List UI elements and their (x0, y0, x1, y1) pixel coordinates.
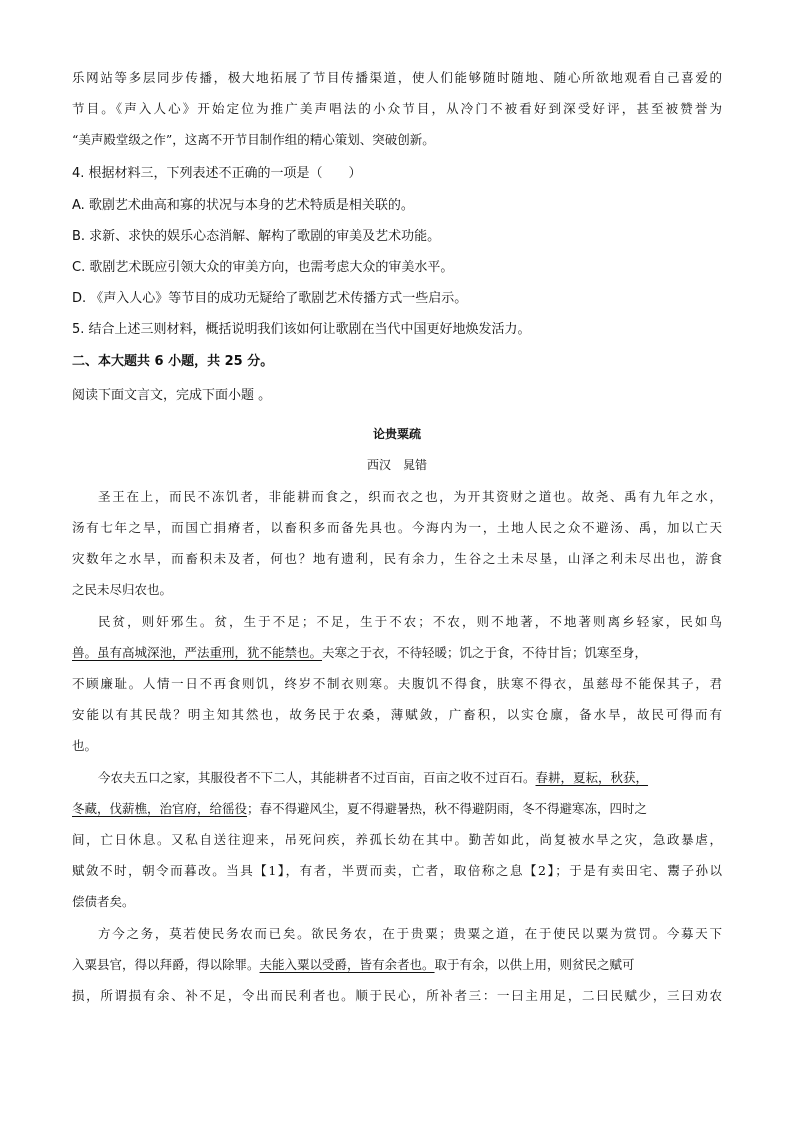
article-paragraph-line: 方今之务，莫若使民务农而已矣。欲民务农，在于贵粟；贵粟之道，在于使民以粟为赏罚。今募天下 (98, 926, 722, 941)
section-heading: 二、本大题共 6 小题，共 25 分。 (72, 354, 274, 369)
article-paragraph-line: 入粟县官，得以拜爵，得以除罪。夫能入粟以受爵，皆有余者也。取于有余，以供上用，则贫民之赋可 (72, 957, 635, 972)
article-paragraph-line: 损，所谓损有余、补不足，令出而民利者也。顺于民心，所补者三：一曰主用足，二曰民赋少，三曰劝农 (72, 988, 722, 1003)
underlined-sentence: 冬藏，伐薪樵，治官府，给徭役 (72, 801, 248, 816)
article-paragraph-line: 安能以有其民哉？明主知其然也，故务民于农桑，薄赋敛，广畜积，以实仓廪，备水旱，故民可得而有 (72, 707, 722, 722)
underlined-sentence: 兽。虽有高城深池，严法重刑，犹不能禁也。 (72, 645, 323, 660)
article-author: 西汉 晁错 (366, 458, 427, 472)
material-text-line: 乐网站等多层同步传播，极大地拓展了节目传播渠道，使人们能够随时随地、随心所欲地观看自己喜爱的 (72, 70, 722, 85)
article-paragraph-line: 不顾廉耻。人情一日不再食则饥，终岁不制衣则寒。夫腹饥不得食，肤寒不得衣，虽慈母不能保其子，君 (72, 676, 722, 691)
article-paragraph-line: 冬藏，伐薪樵，治官府，给徭役；春不得避风尘，夏不得避暑热，秋不得避阴雨，冬不得避寒冻，四时之 (72, 801, 648, 816)
article-title: 论贵粟疏 (372, 427, 421, 441)
question-4-option-c: C. 歌剧艺术既应引领大众的审美方向，也需考虑大众的审美水平。 (72, 260, 454, 275)
article-paragraph-line: 间，亡日休息。又私自送往迎来，吊死问疾，养孤长幼在其中。勤苦如此，尚复被水旱之灾，急政暴虐， (72, 832, 722, 847)
question-4-option-d: D. 《声入人心》等节目的成功无疑给了歌剧艺术传播方式一些启示。 (72, 291, 468, 306)
article-paragraph-line: 圣王在上，而民不冻饥者，非能耕而食之，织而衣之也，为开其资财之道也。故尧、禹有九年之水， (98, 489, 722, 504)
underlined-sentence: 春耕，夏耘，秋获， (535, 770, 649, 785)
material-text-line: 节目。《声入人心》开始定位为推广美声唱法的小众节目，从冷门不被看好到深受好评，甚至被赞誉为 (72, 101, 722, 116)
article-paragraph-line: 民贫，则奸邪生。贫，生于不足；不足，生于不农；不农，则不地著，不地著则离乡轻家，民如鸟 (98, 614, 722, 629)
question-4-stem: 4. 根据材料三，下列表述不正确的一项是（ ） (72, 166, 362, 181)
underlined-sentence: 夫能入粟以受爵，皆有余者也。 (259, 957, 435, 972)
reading-instruction: 阅读下面文言文，完成下面小题 。 (72, 388, 272, 403)
article-paragraph-line: 汤有七年之旱，而国亡捐瘠者，以畜积多而备先具也。今海内为一，土地人民之众不避汤、禹，加以亡天 (72, 520, 722, 535)
question-4-option-b: B. 求新、求快的娱乐心态消解、解构了歌剧的审美及艺术功能。 (72, 229, 441, 244)
article-paragraph-line: 偿债者矣。 (72, 894, 135, 909)
material-text-line: “美声殿堂级之作”，这离不开节目制作组的精心策划、突破创新。 (72, 132, 435, 147)
article-paragraph-line: 之民未尽归农也。 (72, 582, 173, 597)
question-4-option-a: A. 歌剧艺术曲高和寡的状况与本身的艺术特质是相关联的。 (72, 198, 414, 213)
article-paragraph-line: 也。 (72, 738, 98, 753)
article-paragraph-line: 兽。虽有高城深池，严法重刑，犹不能禁也。夫寒之于衣，不待轻暖；饥之于食，不待甘旨；饥寒至身， (72, 645, 648, 660)
question-5-stem: 5. 结合上述三则材料，概括说明我们该如何让歌剧在当代中国更好地焕发活力。 (72, 322, 531, 337)
article-paragraph-line: 赋敛不时，朝令而暮改。当具【1】，有者，半贾而卖，亡者，取倍称之息【2】；于是有卖田宅、鬻子孙以 (72, 863, 722, 878)
article-paragraph-line: 灾数年之水旱，而畜积未及者，何也？地有遗利，民有余力，生谷之土未尽垦，山泽之利未尽出也，游食 (72, 551, 722, 566)
article-paragraph-line: 今农夫五口之家，其服役者不下二人，其能耕者不过百亩，百亩之收不过百石。春耕，夏耘，秋获， (98, 770, 649, 785)
